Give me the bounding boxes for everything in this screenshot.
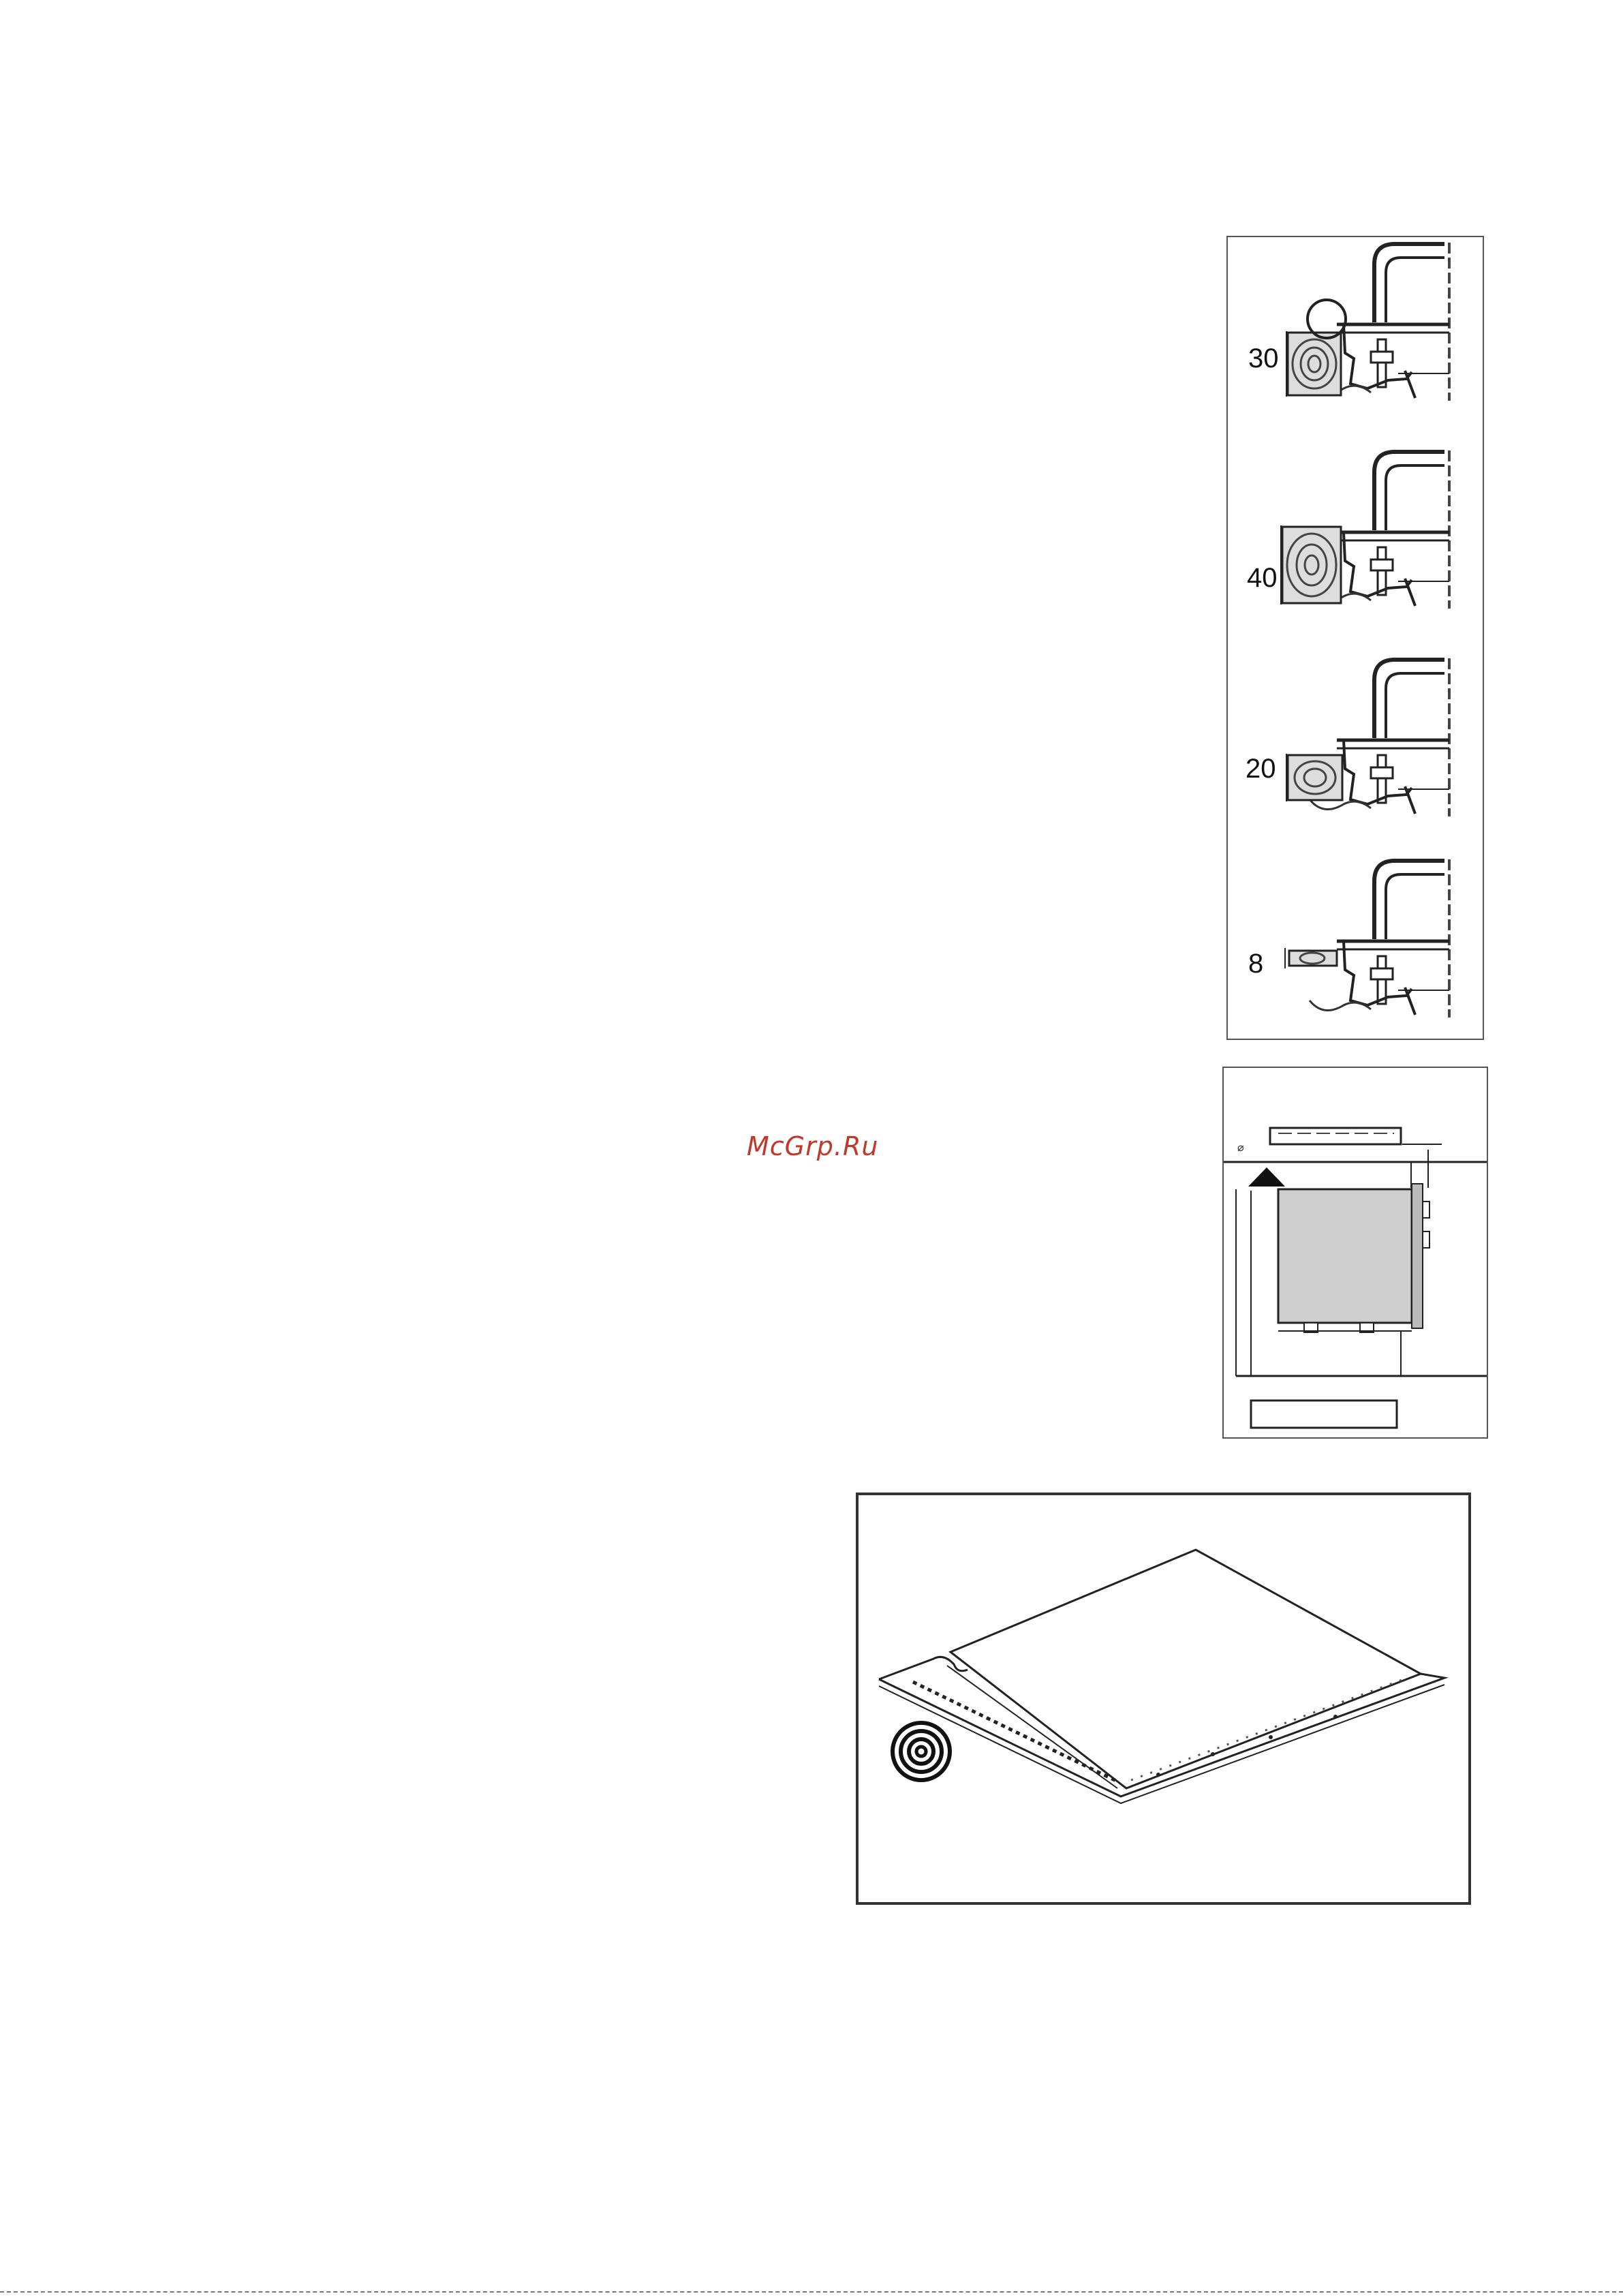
- clamp-thickness-figure: [1226, 236, 1484, 1040]
- clamp-diagram-8: [1285, 859, 1449, 1017]
- thickness-label-40: 40: [1247, 563, 1278, 593]
- hob-drawing: [859, 1495, 1468, 1902]
- clamp-diagram-40: [1281, 450, 1449, 609]
- hob-gasket-figure: [856, 1493, 1471, 1905]
- gasket-coil-icon: [893, 1723, 950, 1780]
- watermark: McGrp.Ru: [747, 1131, 879, 1161]
- clamp-diagram-30: [1286, 243, 1449, 401]
- cabinet-drawing: [1224, 1068, 1487, 1437]
- page-bottom-divider: [0, 2291, 1623, 2293]
- svg-text:⌀: ⌀: [1237, 1141, 1244, 1154]
- cabinet-ventilation-figure: [1222, 1067, 1488, 1439]
- thickness-label-8: 8: [1248, 949, 1264, 979]
- thickness-label-30: 30: [1248, 343, 1279, 373]
- thickness-label-20: 20: [1246, 754, 1276, 784]
- clamp-diagram-20: [1286, 658, 1449, 816]
